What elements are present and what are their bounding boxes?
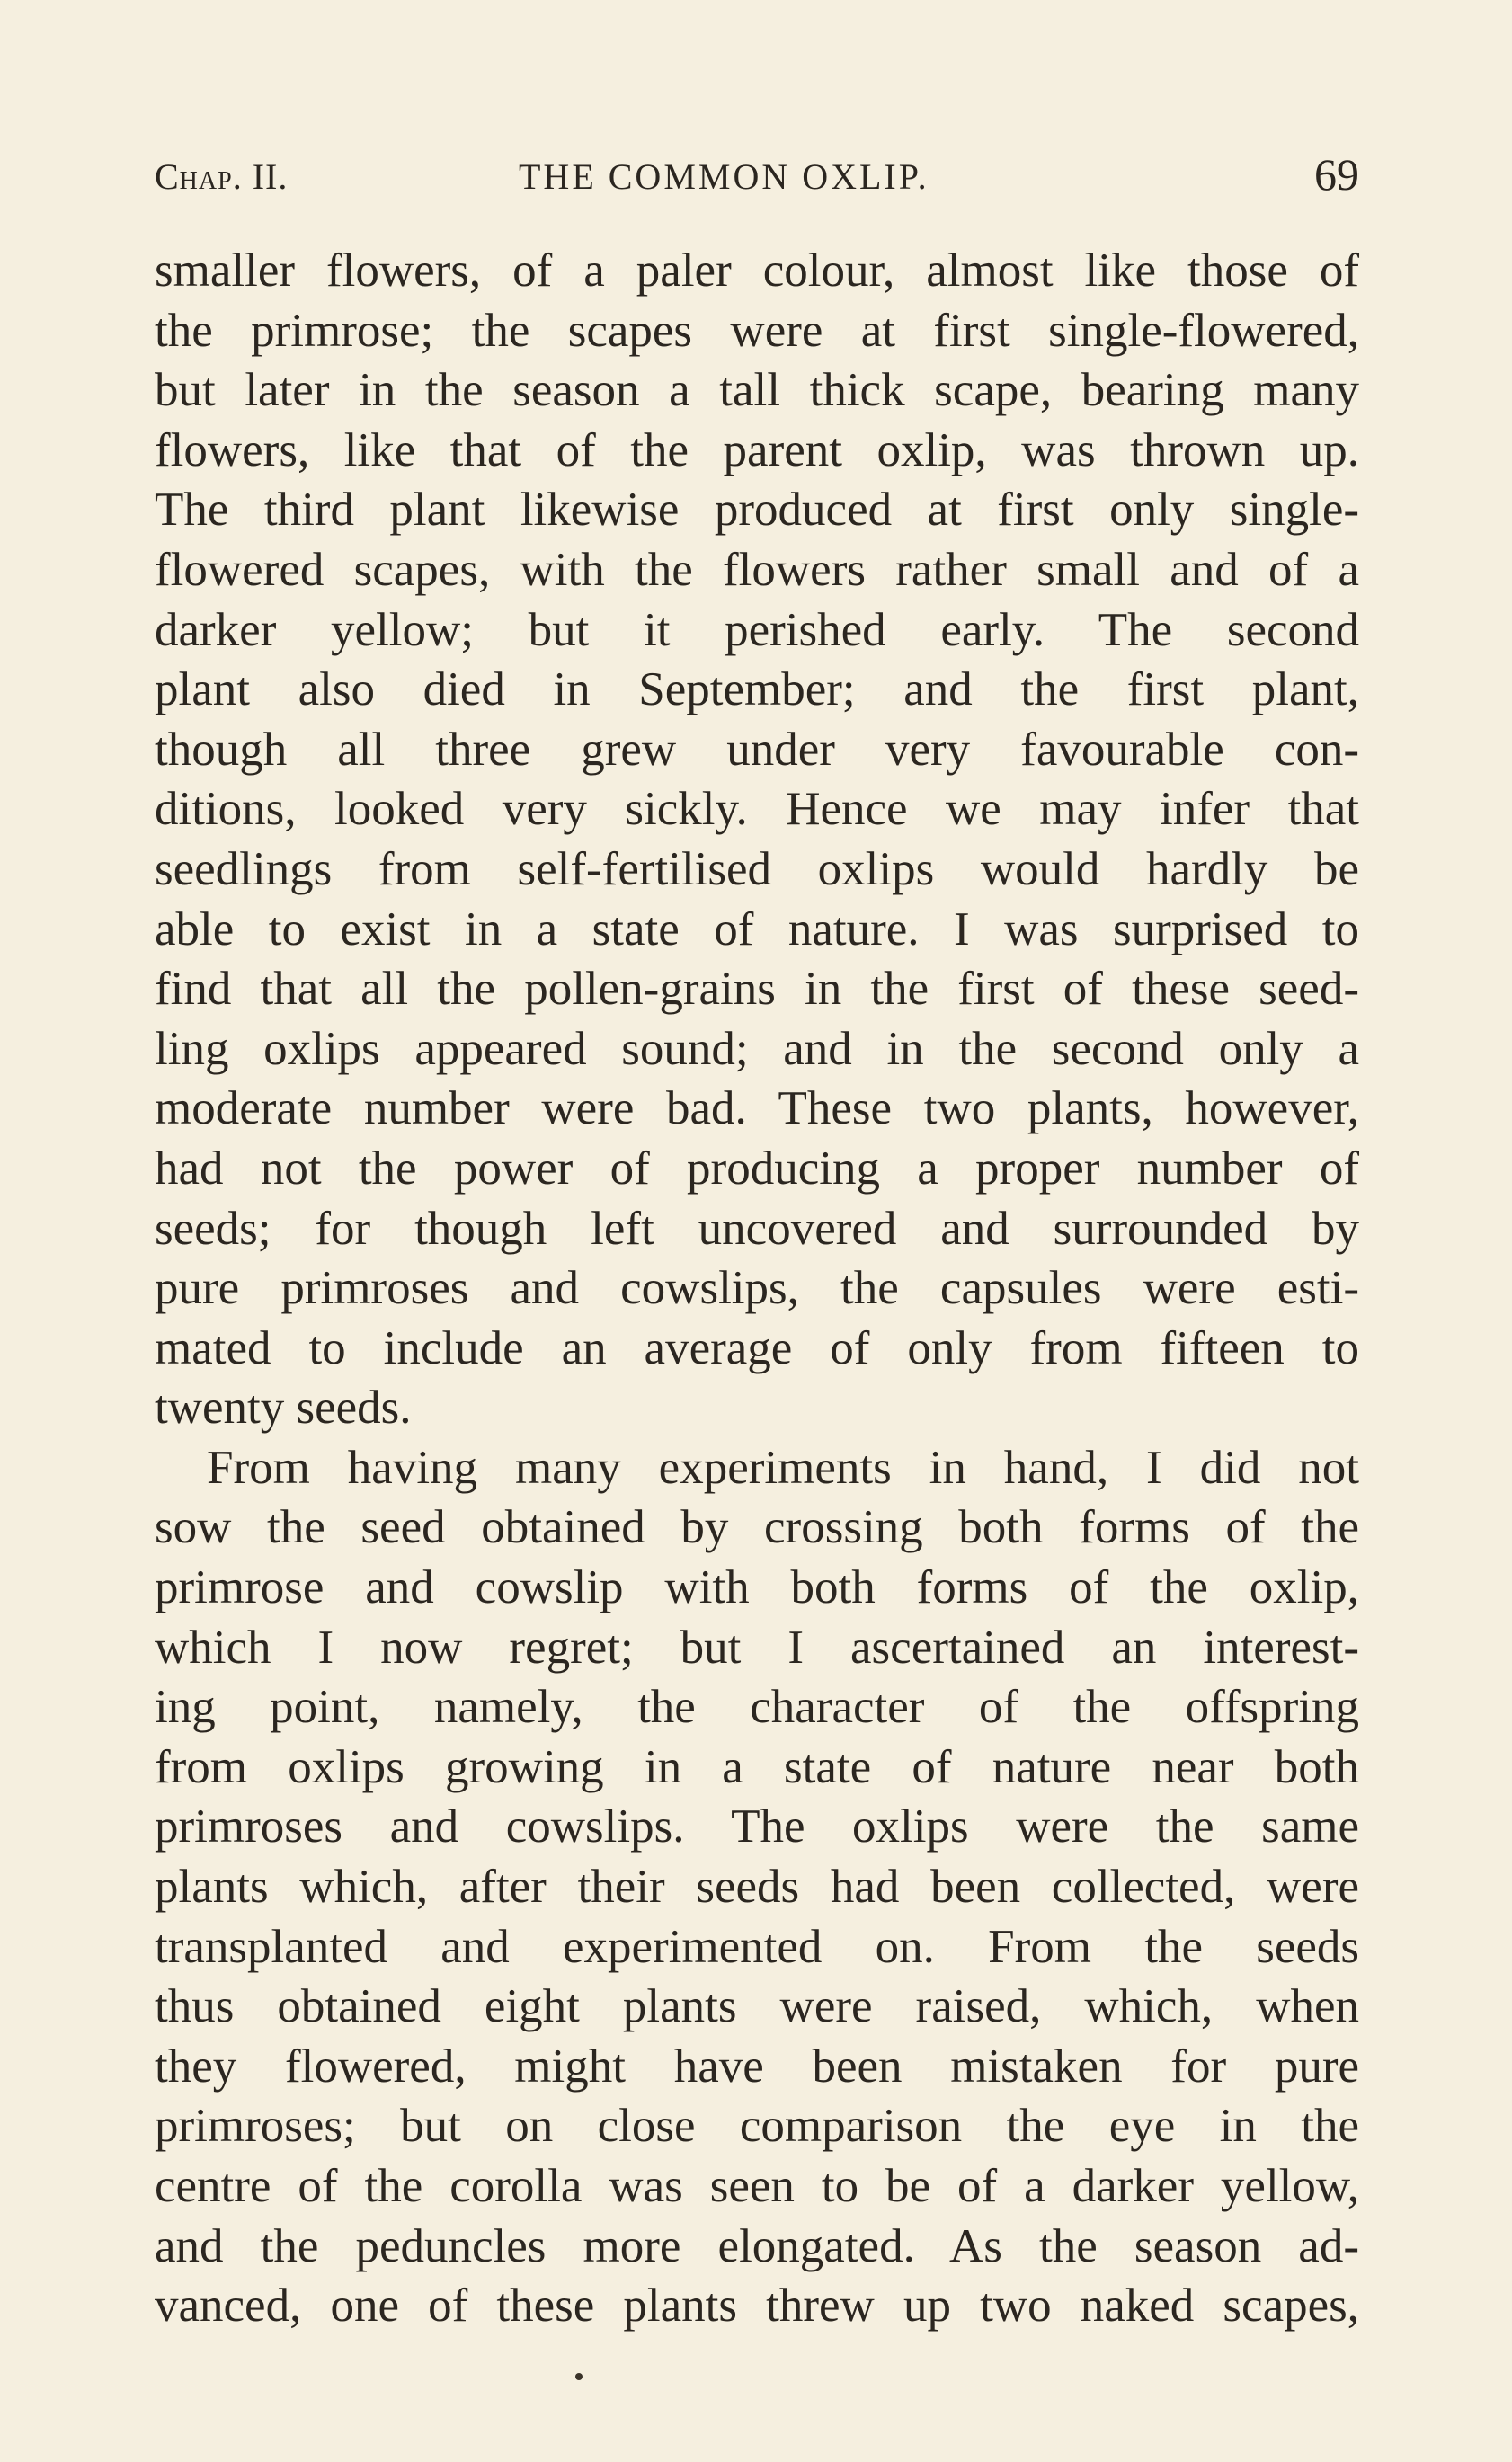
text-line: twenty seeds.: [155, 1382, 412, 1435]
text-line: flowers, like that of the parent oxlip, was thrown up.: [155, 423, 1359, 476]
text-line: but later in the season a tall thick scape, bearing many: [155, 364, 1359, 417]
text-line: smaller flowers, of a paler colour, almost like those of: [155, 244, 1359, 297]
text-line: plant also died in September; and the first plant,: [155, 663, 1359, 716]
text-line: though all three grew under very favourable con-: [155, 723, 1359, 776]
text-line: primrose and cowslip with both forms of the oxlip,: [155, 1561, 1359, 1614]
text-line: darker yellow; but it perished early. The second: [155, 603, 1359, 656]
text-line: able to exist in a state of nature. I was surprised to: [155, 902, 1359, 955]
body-text: [155, 241, 1359, 2336]
text-line: they flowered, might have been mistaken for pure: [155, 2040, 1359, 2093]
text-line: primroses and cowslips. The oxlips were the same: [155, 1800, 1359, 1853]
text-line: which I now regret; but I ascertained an interest-: [155, 1621, 1359, 1674]
text-line: ling oxlips appeared sound; and in the second only a: [155, 1022, 1359, 1075]
text-line: moderate number were bad. These two plants, however,: [155, 1082, 1359, 1135]
text-line: had not the power of producing a proper number of: [155, 1142, 1359, 1195]
text-line: ditions, looked very sickly. Hence we may infer that: [155, 783, 1359, 836]
text-line: vanced, one of these plants threw up two naked scapes,: [155, 2280, 1359, 2333]
text-line: the primrose; the scapes were at first single-flowered,: [155, 304, 1359, 357]
text-line: from oxlips growing in a state of nature near both: [155, 1740, 1359, 1793]
signature-mark: [575, 2373, 583, 2380]
text-line: find that all the pollen-grains in the first of these seed-: [155, 963, 1359, 1016]
text-line: sow the seed obtained by crossing both forms of the: [155, 1501, 1359, 1554]
text-line: flowered scapes, with the flowers rather small and of a: [155, 543, 1359, 596]
text-line: plants which, after their seeds had been collected, were: [155, 1861, 1359, 1914]
text-line: and the peduncles more elongated. As the season ad-: [155, 2219, 1359, 2272]
text-line: mated to include an average of only from fifteen to: [155, 1321, 1359, 1374]
running-head: [155, 148, 1359, 202]
text-line: centre of the corolla was seen to be of a darker yellow,: [155, 2160, 1359, 2212]
page-number: 69: [1314, 149, 1359, 200]
text-line: pure primroses and cowslips, the capsules were esti-: [155, 1262, 1359, 1315]
chapter-label: Chap. II.: [155, 156, 289, 197]
text-line: ing point, namely, the character of the offspring: [155, 1681, 1359, 1734]
text-line: primroses; but on close comparison the eye in the: [155, 2100, 1359, 2153]
text-line: The third plant likewise produced at first only single-: [155, 484, 1359, 537]
text-line: seeds; for though left uncovered and surrounded by: [155, 1202, 1359, 1255]
paragraph-first-line: From having many experiments in hand, I did not: [207, 1441, 1359, 1494]
text-line: seedlings from self-fertilised oxlips would hardly be: [155, 842, 1359, 895]
text-line: thus obtained eight plants were raised, which, when: [155, 1980, 1359, 2033]
running-title: THE COMMON OXLIP.: [519, 156, 929, 197]
text-line: transplanted and experimented on. From the seeds: [155, 1920, 1359, 1973]
